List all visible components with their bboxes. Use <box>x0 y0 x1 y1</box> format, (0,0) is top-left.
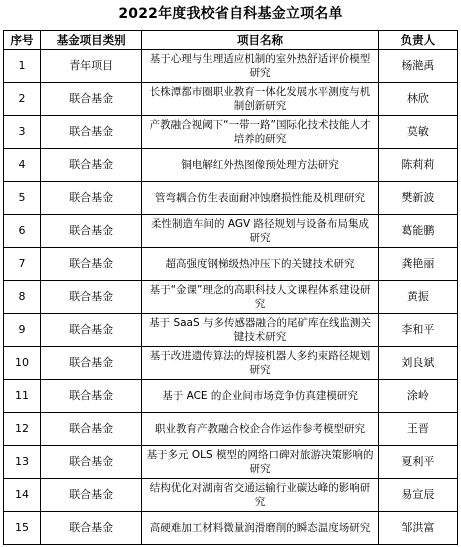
cell-project-name: 基于 SaaS 与多传感器融合的尾矿库在线监测关键技术研究 <box>142 314 379 347</box>
cell-owner: 樊新波 <box>378 182 457 215</box>
cell-no: 3 <box>4 116 41 149</box>
cell-project-name: 基于多元 OLS 模型的网络口碑对旅游决策影响的研究 <box>142 446 379 479</box>
cell-owner: 王晋 <box>378 413 457 446</box>
cell-category: 联合基金 <box>41 149 142 182</box>
cell-category: 联合基金 <box>41 314 142 347</box>
cell-no: 1 <box>4 50 41 83</box>
table-row <box>4 314 458 347</box>
cell-project-name: 铜电解红外热图像预处理方法研究 <box>142 149 379 182</box>
cell-owner: 夏利平 <box>378 446 457 479</box>
cell-no: 4 <box>4 149 41 182</box>
table-row <box>4 479 458 512</box>
cell-owner: 葛能鹏 <box>378 215 457 248</box>
cell-no: 10 <box>4 347 41 380</box>
cell-project-name: 基于“金课”理念的高职科技人文课程体系建设研究 <box>142 281 379 314</box>
cell-category: 青年项目 <box>41 50 142 83</box>
table-header-row <box>4 31 458 50</box>
cell-category: 联合基金 <box>41 116 142 149</box>
cell-project-name: 超高强度钢梯级热冲压下的关键技术研究 <box>142 248 379 281</box>
cell-project-name: 柔性制造车间的 AGV 路径规划与设备布局集成研究 <box>142 215 379 248</box>
cell-no: 13 <box>4 446 41 479</box>
table-row <box>4 248 458 281</box>
header-category: 基金项目类别 <box>41 31 142 50</box>
cell-project-name: 职业教育产教融合校企合作运作参考模型研究 <box>142 413 379 446</box>
cell-owner: 易宣辰 <box>378 479 457 512</box>
project-table <box>3 30 458 545</box>
cell-category: 联合基金 <box>41 215 142 248</box>
table-row <box>4 83 458 116</box>
table-row <box>4 347 458 380</box>
cell-category: 联合基金 <box>41 347 142 380</box>
cell-no: 2 <box>4 83 41 116</box>
cell-owner: 李和平 <box>378 314 457 347</box>
cell-category: 联合基金 <box>41 248 142 281</box>
cell-project-name: 长株潭都市圈职业教育一体化发展水平测度与机制创新研究 <box>142 83 379 116</box>
cell-owner: 陈莉莉 <box>378 149 457 182</box>
cell-category: 联合基金 <box>41 512 142 545</box>
cell-category: 联合基金 <box>41 182 142 215</box>
cell-no: 14 <box>4 479 41 512</box>
cell-owner: 杨滟禹 <box>378 50 457 83</box>
table-row <box>4 380 458 413</box>
cell-no: 8 <box>4 281 41 314</box>
cell-owner: 龚艳丽 <box>378 248 457 281</box>
cell-no: 6 <box>4 215 41 248</box>
table-row <box>4 182 458 215</box>
cell-owner: 涂岭 <box>378 380 457 413</box>
cell-project-name: 基于 ACE 的企业间市场竞争仿真建模研究 <box>142 380 379 413</box>
table-row <box>4 116 458 149</box>
table-row <box>4 512 458 545</box>
table-row <box>4 215 458 248</box>
header-no: 序号 <box>4 31 41 50</box>
cell-category: 联合基金 <box>41 413 142 446</box>
header-name: 项目名称 <box>142 31 379 50</box>
cell-project-name: 管弯耦合仿生表面耐冲蚀磨损性能及机理研究 <box>142 182 379 215</box>
cell-owner: 黄振 <box>378 281 457 314</box>
cell-category: 联合基金 <box>41 479 142 512</box>
cell-owner: 林欣 <box>378 83 457 116</box>
cell-project-name: 产教融合视阈下“一带一路”国际化技术技能人才培养的研究 <box>142 116 379 149</box>
table-row <box>4 413 458 446</box>
table-row <box>4 50 458 83</box>
cell-project-name: 结构优化对湖南省交通运输行业碳达峰的影响研究 <box>142 479 379 512</box>
table-row <box>4 149 458 182</box>
cell-project-name: 基于改进遗传算法的焊接机器人多约束路径规划研究 <box>142 347 379 380</box>
cell-no: 15 <box>4 512 41 545</box>
table-row <box>4 281 458 314</box>
cell-category: 联合基金 <box>41 281 142 314</box>
cell-no: 12 <box>4 413 41 446</box>
cell-owner: 莫敏 <box>378 116 457 149</box>
cell-category: 联合基金 <box>41 380 142 413</box>
document-title: 2022年度我校省自科基金立项名单 <box>118 6 343 22</box>
cell-category: 联合基金 <box>41 446 142 479</box>
cell-owner: 刘良斌 <box>378 347 457 380</box>
cell-project-name: 基于心理与生理适应机制的室外热舒适评价模型研究 <box>142 50 379 83</box>
cell-owner: 邹洪富 <box>378 512 457 545</box>
cell-no: 7 <box>4 248 41 281</box>
cell-no: 9 <box>4 314 41 347</box>
table-body <box>4 50 458 545</box>
cell-no: 5 <box>4 182 41 215</box>
cell-project-name: 高硬难加工材料微量润滑磨削的瞬态温度场研究 <box>142 512 379 545</box>
cell-category: 联合基金 <box>41 83 142 116</box>
table-row <box>4 446 458 479</box>
header-owner: 负责人 <box>378 31 457 50</box>
cell-no: 11 <box>4 380 41 413</box>
